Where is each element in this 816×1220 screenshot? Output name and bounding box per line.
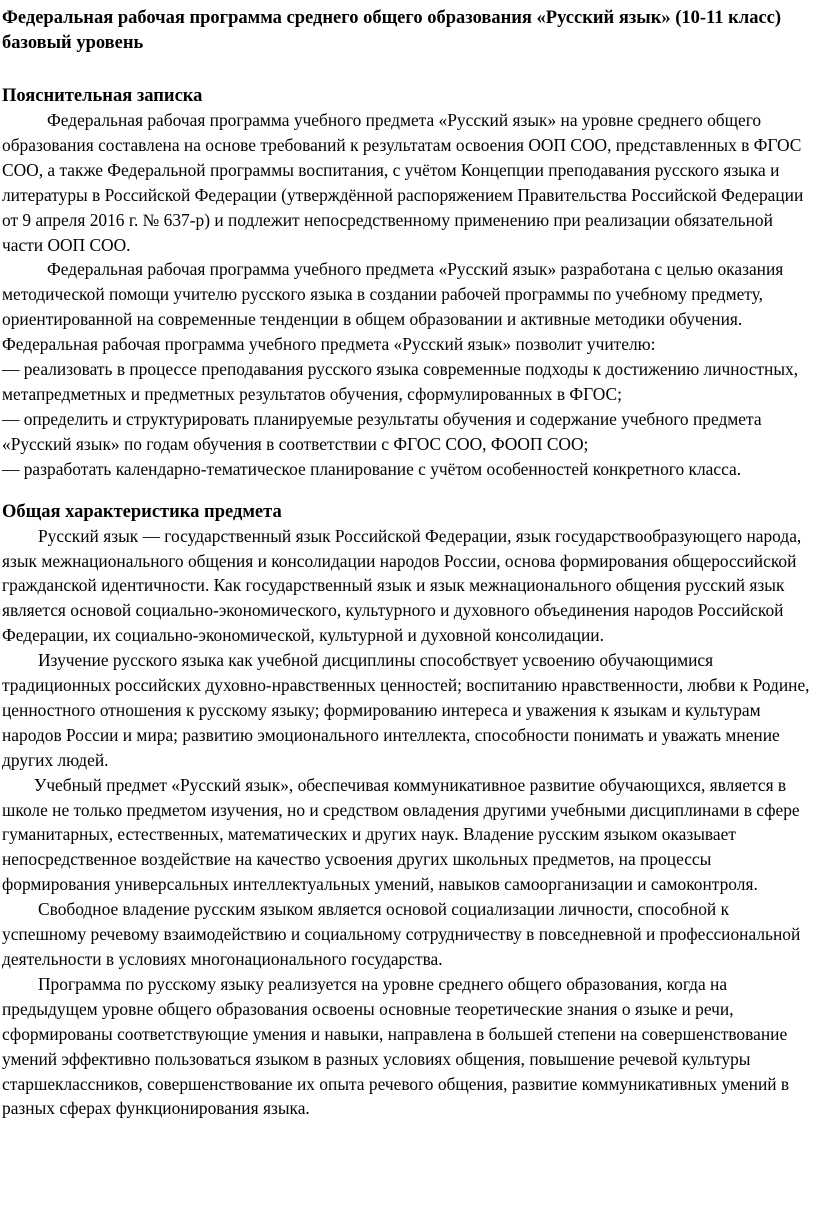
section-heading-explanatory-note: Пояснительная записка [2,86,203,106]
list-item: — разработать календарно-тематическое планирование с учётом особенностей конкретного класса. [2,458,742,479]
paragraph: Русский язык — государственный язык Российской Федерации, язык государствообразующего народа, язык межнационального общения и консолидации народов России, основа формирования общероссийской гражданской идентичности. Как государственный язык и язык межнационального общения русский язык является основой социально-экономического, культурного и духовного объединения народов Российской Федерации, их социально-экономической, культурной и духовной консолидации. [2,525,802,646]
paragraph: Федеральная рабочая программа учебного предмета «Русский язык» на уровне среднего общего образования составлена на основе требований к результатам освоения ООП СОО, представленных в ФГОС СОО, а также Федеральной программы воспитания, с учётом Концепции преподавания русского языка и литературы в Российской Федерации (утверждённой распоряжением Правительства Российской Федерации от 9 апреля 2016 г. № 637-р) и подлежит непосредственному применению при реализации обязательной части ООП СОО. [2,110,804,255]
paragraph: Учебный предмет «Русский язык», обеспечивая коммуникативное развитие обучающихся, является в школе не только предметом изучения, но и средством овладения другими учебными дисциплинами в сфере гуманитарных, естественных, математических и других наук. Владение русским языком оказывает непосредственное воздействие на качество усвоения других школьных предметов, на процессы формирования универсальных интеллектуальных умений, навыков самоорганизации и самоконтроля. [2,774,800,895]
list-item: — реализовать в процессе преподавания русского языка современные подходы к достижению личностных, метапредметных и предметных результатов обучения, сформулированных в ФГОС; [2,359,799,404]
paragraph: Федеральная рабочая программа учебного предмета «Русский язык» разработана с целью оказания методической помощи учителю русского языка в создании рабочей программы по учебному предмету, ориентированной на современные тенденции в общем образовании и активные методики обучения. Федеральная рабочая программа учебного предмета «Русский язык» позволит учителю: [2,259,784,355]
section-heading-subject-characteristics: Общая характеристика предмета [2,501,282,522]
list-item: — определить и структурировать планируемые результаты обучения и содержание учебного предмета «Русский язык» по годам обучения в соответствии с ФГОС СОО, ФООП СОО; [2,408,762,454]
section-subject-characteristics [2,500,816,1122]
paragraph: Изучение русского языка как учебной дисциплины способствует усвоению обучающимися традиционных российских духовно-нравственных ценностей; воспитанию нравственности, любви к Родине, ценностного отношения к русскому языку; формированию интереса и уважения к языкам и культурам народов России и мира; развитию эмоционального интеллекта, способности понимать и уважать мнение других людей. [2,650,810,770]
paragraph: Свободное владение русским языком является основой социализации личности, способной к успешному речевому взаимодействию и социальному сотрудничеству в повседневной и профессиональной деятельности в условиях многонационального государства. [2,899,801,969]
document-title: Федеральная рабочая программа среднего общего образования «Русский язык» (10-11 класс) базовый уровень [2,8,782,53]
section-explanatory-note [2,84,816,482]
paragraph: Программа по русскому языку реализуется на уровне среднего общего образования, когда на предыдущем уровне общего образования освоены основные теоретические знания о языке и речи, сформированы соответствующие умения и навыки, направлена в большей степени на совершенствование умений эффективно пользоваться языком в разных условиях общения, повышение речевой культуры старшеклассников, совершенствование их опыта речевого общения, развитие коммуникативных умений в разных сферах функционирования языка. [2,973,790,1119]
